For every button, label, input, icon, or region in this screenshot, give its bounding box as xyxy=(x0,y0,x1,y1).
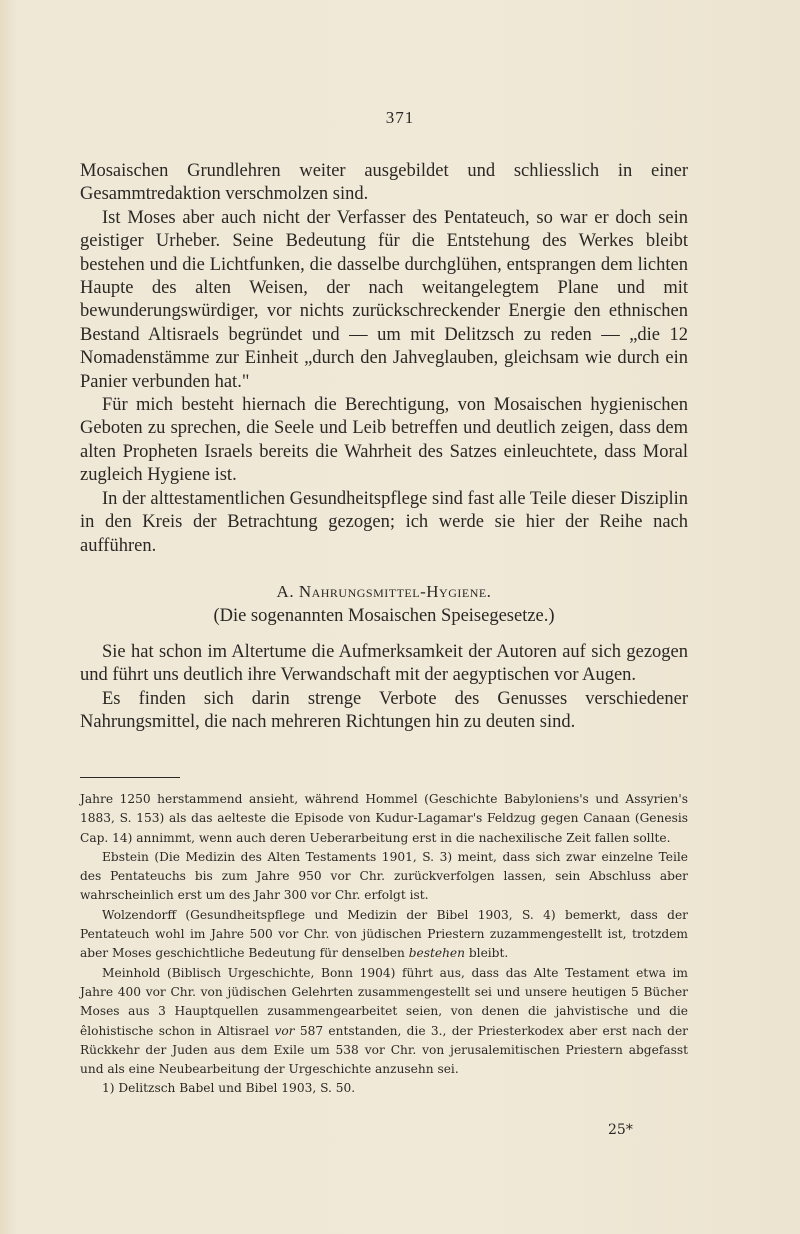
signature-mark: 25* xyxy=(608,1122,633,1138)
footnote xyxy=(80,964,688,1080)
paragraph: Mosaischen Grundlehren weiter ausgebildet und schliesslich in einer Gesammtredaktion verschmolzen sind. xyxy=(80,161,688,205)
paragraph: Sie hat schon im Altertume die Aufmerksamkeit der Autoren auf sich gezogen und führt uns deutlich ihre Verwandschaft mit der aegyptischen vor Augen. xyxy=(80,641,688,686)
footnote-emphasis: bestehen xyxy=(408,946,465,961)
section-title: A. Nahrungsmittel-Hygiene. xyxy=(276,581,492,601)
footnote-text: Wolzendorff (Gesundheitspflege und Medizin der Bibel 1903, S. 4) bemerkt, dass der Pentateuch wohl im Jahre 500 vor Chr. von jüdischen Priestern zuzammengestellt ist, trotzdem aber Moses geschichtliche Bedeutung für denselben xyxy=(80,907,688,961)
paragraph: In der alttestamentlichen Gesundheitspflege sind fast alle Teile dieser Disziplin in den Kreis der Betrachtung gezogen; ich werde sie hier der Reihe nach aufführen. xyxy=(80,488,688,556)
footnotes xyxy=(80,790,688,1099)
page-number: 371 xyxy=(385,108,415,127)
paragraph: Es finden sich darin strenge Verbote des Genusses verschiedener Nahrungsmittel, die nach mehreren Richtungen hin zu deuten sind. xyxy=(80,688,688,732)
section-subtitle: (Die sogenannten Mosaischen Speisegesetze.) xyxy=(213,606,555,627)
footnote: Ebstein (Die Medizin des Alten Testaments 1901, S. 3) meint, dass sich zwar einzelne Teile des Pentateuchs bis zum Jahre 950 vor Chr. zurückverfolgen lassen, sein Abschluss aber wahrscheinlich erst um des Jahr 300 vor Chr. erfolgt ist. xyxy=(80,849,688,903)
footnote-text: bleibt. xyxy=(465,946,509,961)
section-heading xyxy=(80,580,688,629)
paragraph: Ist Moses aber auch nicht der Verfasser des Pentateuch, so war er doch sein geistiger Urheber. Seine Bedeutung für die Entstehung des Werkes bleibt bestehen und die Lichtfunken, die dasselbe durchglühen, entsprangen dem lichten Haupte des alten Weisen, der nach weitangelegtem Plane und mit bewunderungswürdiger, vor nichts zurückschreckender Energie den ethnischen Bestand Altisraels begründet und — um mit Delitzsch zu reden — „die 12 Nomadenstämme zur Einheit „durch den Jahveglauben, gleichsam wie durch ein Panier verbunden hat." xyxy=(80,207,688,392)
footnote-divider xyxy=(80,777,180,778)
footnote-text: 587 entstanden, die 3., der Priesterkodex aber erst nach der Rückkehr der Juden aus dem Exile um 538 vor Chr. von jerusalemitischen Priestern abgefasst und als eine Neubearbeitung der Urgeschichte anzusehn sei. xyxy=(80,1023,688,1077)
main-text xyxy=(80,160,688,734)
footnote xyxy=(80,906,688,964)
footnote: Jahre 1250 herstammend ansieht, während Hommel (Geschichte Babyloniens's und Assyrien's 1883, S. 153) als das aelteste die Episode von Kudur-Lagamar's Feldzug gegen Canaan (Genesis Cap. 14) annimmt, wenn auch deren Ueberarbeitung erst in die nachexilische Zeit fallen sollte. xyxy=(80,792,688,845)
paragraph: Für mich besteht hiernach die Berechtigung, von Mosaischen hygienischen Geboten zu sprechen, die Seele und Leib betreffen und deutlich zeigen, dass dem alten Propheten Israels bereits die Wahrheit des Satzes einleuchtete, dass Moral zugleich Hygiene ist. xyxy=(80,395,688,486)
footnote-emphasis: vor xyxy=(274,1023,295,1038)
footnote-text: Meinhold (Biblisch Urgeschichte, Bonn 1904) führt aus, dass das Alte Testament etwa im Jahre 400 vor Chr. von jüdischen Gelehrten zusammengestellt sei und unsere heutigen 5 Bücher Moses aus 3 Hauptquellen zusammengearbeitet seien, von denen die jahvistische und die êlohistische schon in Altisrael xyxy=(80,965,688,1038)
footnote-delitzsch: 1) Delitzsch Babel und Bibel 1903, S. 50. xyxy=(102,1081,356,1096)
